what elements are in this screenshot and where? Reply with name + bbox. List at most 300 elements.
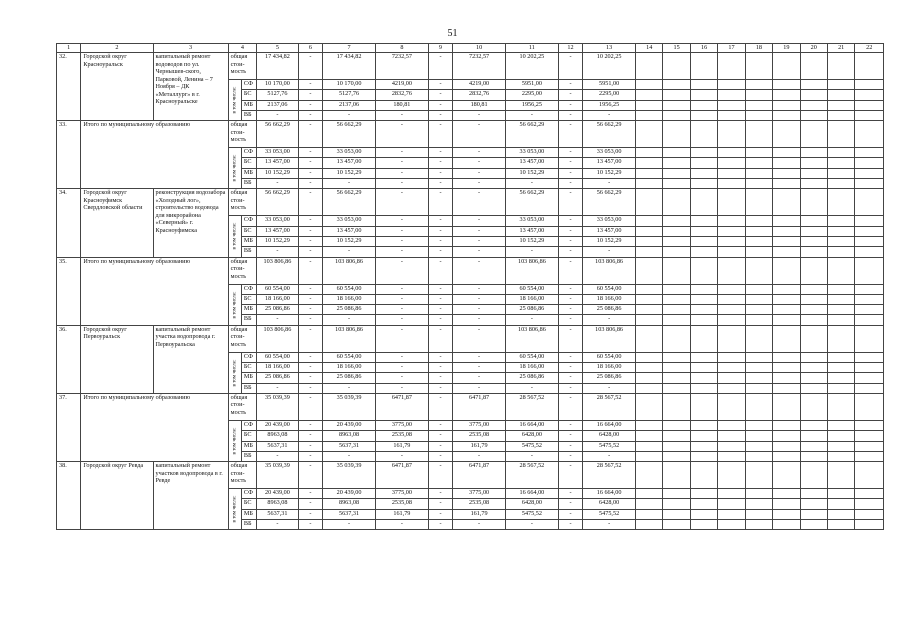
value-cell: 5475,52 [583, 441, 636, 451]
empty-cell [827, 247, 854, 257]
empty-cell [855, 294, 884, 304]
empty-cell [800, 499, 827, 509]
value-cell: - [375, 226, 428, 236]
empty-cell [800, 110, 827, 120]
value-cell: 13 457,00 [323, 158, 376, 168]
value-cell: 10 170,00 [323, 80, 376, 90]
value-cell: - [375, 451, 428, 461]
empty-cell [745, 441, 772, 451]
value-cell: 8963,08 [257, 499, 299, 509]
empty-cell [663, 216, 690, 226]
empty-cell [718, 489, 745, 499]
column-number: 8 [375, 44, 428, 53]
empty-cell [718, 257, 745, 284]
empty-cell [663, 100, 690, 110]
value-cell: 10 152,29 [323, 168, 376, 178]
value-cell: 56 662,29 [583, 121, 636, 148]
value-cell: - [428, 383, 452, 393]
empty-cell [827, 158, 854, 168]
empty-cell [718, 520, 745, 530]
empty-cell [827, 420, 854, 430]
value-cell: - [375, 257, 428, 284]
empty-cell [855, 462, 884, 489]
empty-cell [718, 383, 745, 393]
value-cell: - [257, 179, 299, 189]
empty-cell [800, 148, 827, 158]
value-cell: - [298, 110, 322, 120]
empty-cell [690, 431, 717, 441]
value-cell: - [558, 305, 582, 315]
empty-cell [636, 509, 663, 519]
value-cell: - [375, 305, 428, 315]
including-label [228, 352, 241, 393]
value-cell: 161,79 [375, 441, 428, 451]
empty-cell [636, 247, 663, 257]
value-cell: - [558, 520, 582, 530]
value-cell: - [298, 247, 322, 257]
column-number: 3 [153, 44, 228, 53]
value-cell: - [453, 363, 506, 373]
empty-cell [800, 121, 827, 148]
column-number: 12 [558, 44, 582, 53]
empty-cell [663, 499, 690, 509]
empty-cell [800, 158, 827, 168]
empty-cell [855, 247, 884, 257]
value-cell: 33 053,00 [583, 148, 636, 158]
column-number: 5 [257, 44, 299, 53]
value-cell: 56 662,29 [323, 121, 376, 148]
empty-cell [827, 121, 854, 148]
value-cell: - [298, 168, 322, 178]
empty-cell [773, 441, 800, 451]
value-cell: - [453, 121, 506, 148]
empty-cell [827, 489, 854, 499]
value-cell: - [428, 499, 452, 509]
value-cell: - [428, 294, 452, 304]
empty-cell [773, 121, 800, 148]
value-cell: 4219,00 [375, 80, 428, 90]
empty-cell [855, 110, 884, 120]
value-cell: - [505, 247, 558, 257]
value-cell: - [428, 420, 452, 430]
value-cell: - [298, 373, 322, 383]
empty-cell [663, 226, 690, 236]
funding-type: СФ [241, 284, 256, 294]
empty-cell [745, 383, 772, 393]
value-cell: 33 053,00 [323, 216, 376, 226]
value-cell: - [558, 451, 582, 461]
value-cell: - [428, 373, 452, 383]
value-cell: - [298, 509, 322, 519]
empty-cell [690, 393, 717, 420]
empty-cell [773, 236, 800, 246]
empty-cell [718, 462, 745, 489]
empty-cell [745, 247, 772, 257]
value-cell: - [298, 90, 322, 100]
value-cell: 56 662,29 [505, 189, 558, 216]
empty-cell [636, 451, 663, 461]
value-cell: 33 053,00 [505, 148, 558, 158]
column-number: 16 [690, 44, 717, 53]
empty-cell [636, 90, 663, 100]
column-number: 17 [718, 44, 745, 53]
including-label [228, 284, 241, 325]
value-cell: - [428, 451, 452, 461]
empty-cell [745, 236, 772, 246]
empty-cell [773, 158, 800, 168]
empty-cell [773, 80, 800, 90]
empty-cell [663, 373, 690, 383]
value-cell: - [428, 189, 452, 216]
empty-cell [663, 294, 690, 304]
empty-cell [827, 189, 854, 216]
value-cell: - [323, 383, 376, 393]
value-cell: 10 152,29 [323, 236, 376, 246]
empty-cell [855, 100, 884, 110]
value-cell: 10 152,29 [583, 168, 636, 178]
empty-cell [636, 110, 663, 120]
empty-cell [800, 179, 827, 189]
empty-cell [827, 284, 854, 294]
value-cell: 13 457,00 [323, 226, 376, 236]
empty-cell [855, 90, 884, 100]
funding-type: общая стои-мость [228, 393, 256, 420]
empty-cell [690, 110, 717, 120]
table-row [57, 393, 884, 420]
row-number: 34. [57, 189, 81, 257]
empty-cell [745, 352, 772, 362]
value-cell: - [558, 148, 582, 158]
empty-cell [855, 451, 884, 461]
value-cell: - [298, 189, 322, 216]
value-cell: - [323, 179, 376, 189]
empty-cell [636, 226, 663, 236]
empty-cell [718, 236, 745, 246]
empty-cell [745, 363, 772, 373]
value-cell: 5127,76 [323, 90, 376, 100]
value-cell: - [453, 284, 506, 294]
empty-cell [636, 189, 663, 216]
value-cell: - [558, 373, 582, 383]
empty-cell [773, 305, 800, 315]
value-cell: - [558, 236, 582, 246]
value-cell: 7232,57 [453, 53, 506, 80]
empty-cell [745, 489, 772, 499]
empty-cell [636, 315, 663, 325]
value-cell: - [583, 110, 636, 120]
value-cell: 60 554,00 [323, 284, 376, 294]
value-cell: - [298, 148, 322, 158]
value-cell: - [428, 325, 452, 352]
including-label-text: в том числе: [231, 222, 238, 250]
value-cell: - [375, 383, 428, 393]
value-cell: - [323, 315, 376, 325]
funding-type: ВБ [241, 451, 256, 461]
funding-type: СФ [241, 420, 256, 430]
empty-cell [773, 216, 800, 226]
value-cell: 2832,76 [453, 90, 506, 100]
value-cell: - [375, 284, 428, 294]
empty-cell [636, 168, 663, 178]
value-cell: - [453, 110, 506, 120]
value-cell: 33 053,00 [583, 216, 636, 226]
value-cell: 25 086,86 [505, 305, 558, 315]
value-cell: 10 152,29 [583, 236, 636, 246]
empty-cell [718, 420, 745, 430]
value-cell: 25 086,86 [583, 373, 636, 383]
value-cell: - [558, 441, 582, 451]
value-cell: 28 567,52 [583, 462, 636, 489]
empty-cell [773, 110, 800, 120]
empty-cell [690, 420, 717, 430]
including-label-text: в том числе: [231, 359, 238, 387]
empty-cell [718, 352, 745, 362]
empty-cell [800, 236, 827, 246]
empty-cell [855, 179, 884, 189]
empty-cell [663, 148, 690, 158]
table-row [57, 462, 884, 489]
value-cell: - [428, 284, 452, 294]
empty-cell [663, 509, 690, 519]
empty-cell [663, 489, 690, 499]
column-number: 9 [428, 44, 452, 53]
empty-cell [855, 373, 884, 383]
value-cell: - [583, 179, 636, 189]
funding-type: СФ [241, 216, 256, 226]
value-cell: - [428, 352, 452, 362]
value-cell: 5637,31 [257, 441, 299, 451]
funding-type: общая стои-мость [228, 325, 256, 352]
value-cell: 3775,00 [375, 420, 428, 430]
page-number: 51 [447, 28, 458, 39]
value-cell: 16 664,00 [505, 489, 558, 499]
value-cell: - [558, 462, 582, 489]
empty-cell [718, 305, 745, 315]
empty-cell [773, 489, 800, 499]
value-cell: - [298, 489, 322, 499]
value-cell: 17 434,82 [323, 53, 376, 80]
value-cell: - [558, 110, 582, 120]
empty-cell [663, 90, 690, 100]
empty-cell [800, 247, 827, 257]
empty-cell [663, 383, 690, 393]
funding-type: БС [241, 226, 256, 236]
column-number: 15 [663, 44, 690, 53]
table-row [57, 325, 884, 352]
measure-description: капитальный ремонт водоводов по ул. Чернышев-ского, Парковой, Ленина – 7 Ноября – ДК «Металлург» в г. Красноуральске [153, 53, 228, 121]
value-cell: - [558, 325, 582, 352]
empty-cell [800, 489, 827, 499]
empty-cell [827, 226, 854, 236]
empty-cell [827, 373, 854, 383]
territory-name: Городской округ Красноуфимск Свердловской области [81, 189, 153, 257]
value-cell: - [428, 148, 452, 158]
value-cell: - [505, 451, 558, 461]
empty-cell [855, 257, 884, 284]
empty-cell [745, 431, 772, 441]
value-cell: - [558, 284, 582, 294]
value-cell: 5637,31 [323, 441, 376, 451]
value-cell: - [558, 315, 582, 325]
value-cell: - [428, 257, 452, 284]
value-cell: 103 806,86 [505, 325, 558, 352]
value-cell: - [298, 393, 322, 420]
value-cell: - [558, 363, 582, 373]
value-cell: 56 662,29 [257, 189, 299, 216]
value-cell: - [298, 226, 322, 236]
value-cell: - [298, 305, 322, 315]
empty-cell [745, 90, 772, 100]
value-cell: - [428, 226, 452, 236]
value-cell: - [558, 158, 582, 168]
empty-cell [718, 373, 745, 383]
empty-cell [636, 383, 663, 393]
empty-cell [718, 247, 745, 257]
table-row [57, 189, 884, 216]
funding-type: СФ [241, 489, 256, 499]
value-cell: - [558, 499, 582, 509]
value-cell: - [298, 53, 322, 80]
value-cell: 5951,00 [505, 80, 558, 90]
empty-cell [827, 509, 854, 519]
empty-cell [800, 441, 827, 451]
value-cell: 35 039,39 [323, 393, 376, 420]
empty-cell [800, 393, 827, 420]
empty-cell [827, 216, 854, 226]
empty-cell [855, 315, 884, 325]
value-cell: 60 554,00 [583, 284, 636, 294]
value-cell: 18 166,00 [257, 363, 299, 373]
empty-cell [855, 363, 884, 373]
value-cell: - [505, 110, 558, 120]
empty-cell [855, 325, 884, 352]
value-cell: - [453, 226, 506, 236]
row-number: 32. [57, 53, 81, 121]
empty-cell [636, 179, 663, 189]
including-label [228, 420, 241, 461]
empty-cell [690, 100, 717, 110]
value-cell: 56 662,29 [583, 189, 636, 216]
empty-cell [827, 499, 854, 509]
empty-cell [827, 90, 854, 100]
empty-cell [800, 373, 827, 383]
value-cell: 56 662,29 [257, 121, 299, 148]
funding-type: СФ [241, 352, 256, 362]
empty-cell [690, 489, 717, 499]
empty-cell [800, 305, 827, 315]
empty-cell [745, 226, 772, 236]
empty-cell [855, 80, 884, 90]
row-number: 36. [57, 325, 81, 393]
empty-cell [663, 315, 690, 325]
funding-type: ВБ [241, 315, 256, 325]
value-cell: - [428, 179, 452, 189]
empty-cell [855, 509, 884, 519]
empty-cell [718, 110, 745, 120]
empty-cell [663, 305, 690, 315]
value-cell: - [453, 305, 506, 315]
value-cell: 5637,31 [257, 509, 299, 519]
empty-cell [718, 158, 745, 168]
value-cell: - [375, 110, 428, 120]
row-number: 37. [57, 393, 81, 461]
value-cell: - [583, 383, 636, 393]
value-cell: 35 039,39 [257, 462, 299, 489]
value-cell: - [428, 100, 452, 110]
empty-cell [855, 393, 884, 420]
empty-cell [855, 305, 884, 315]
empty-cell [855, 441, 884, 451]
funding-type: МБ [241, 441, 256, 451]
value-cell: 25 086,86 [583, 305, 636, 315]
empty-cell [773, 189, 800, 216]
value-cell: - [558, 80, 582, 90]
value-cell: - [558, 393, 582, 420]
empty-cell [745, 520, 772, 530]
value-cell: 161,79 [453, 441, 506, 451]
value-cell: - [558, 226, 582, 236]
row-number: 35. [57, 257, 81, 325]
value-cell: - [505, 179, 558, 189]
empty-cell [663, 257, 690, 284]
empty-cell [745, 284, 772, 294]
value-cell: - [428, 305, 452, 315]
empty-cell [827, 520, 854, 530]
empty-cell [800, 257, 827, 284]
empty-cell [800, 325, 827, 352]
empty-cell [773, 462, 800, 489]
empty-cell [663, 325, 690, 352]
value-cell: 25 086,86 [323, 305, 376, 315]
value-cell: 18 166,00 [505, 294, 558, 304]
column-number: 4 [228, 44, 256, 53]
empty-cell [636, 499, 663, 509]
empty-cell [827, 294, 854, 304]
value-cell: 18 166,00 [505, 363, 558, 373]
value-cell: 56 662,29 [323, 189, 376, 216]
value-cell: 3775,00 [453, 489, 506, 499]
value-cell: 25 086,86 [257, 373, 299, 383]
value-cell: - [453, 325, 506, 352]
empty-cell [690, 236, 717, 246]
empty-cell [718, 90, 745, 100]
empty-cell [827, 168, 854, 178]
empty-cell [690, 148, 717, 158]
value-cell: - [428, 110, 452, 120]
column-number: 2 [81, 44, 153, 53]
value-cell: 18 166,00 [583, 294, 636, 304]
empty-cell [745, 325, 772, 352]
funding-type: СФ [241, 148, 256, 158]
empty-cell [690, 363, 717, 373]
value-cell: - [428, 216, 452, 226]
table-body [57, 44, 884, 530]
empty-cell [690, 509, 717, 519]
empty-cell [636, 158, 663, 168]
value-cell: 20 439,00 [257, 420, 299, 430]
value-cell: - [558, 100, 582, 110]
empty-cell [855, 431, 884, 441]
value-cell: 10 202,25 [583, 53, 636, 80]
empty-cell [690, 216, 717, 226]
territory-name: Городской округ Первоуральск [81, 325, 153, 393]
empty-cell [690, 53, 717, 80]
empty-cell [636, 420, 663, 430]
empty-cell [636, 121, 663, 148]
value-cell: 25 086,86 [323, 373, 376, 383]
value-cell: 5475,52 [505, 509, 558, 519]
funding-type: общая стои-мость [228, 462, 256, 489]
